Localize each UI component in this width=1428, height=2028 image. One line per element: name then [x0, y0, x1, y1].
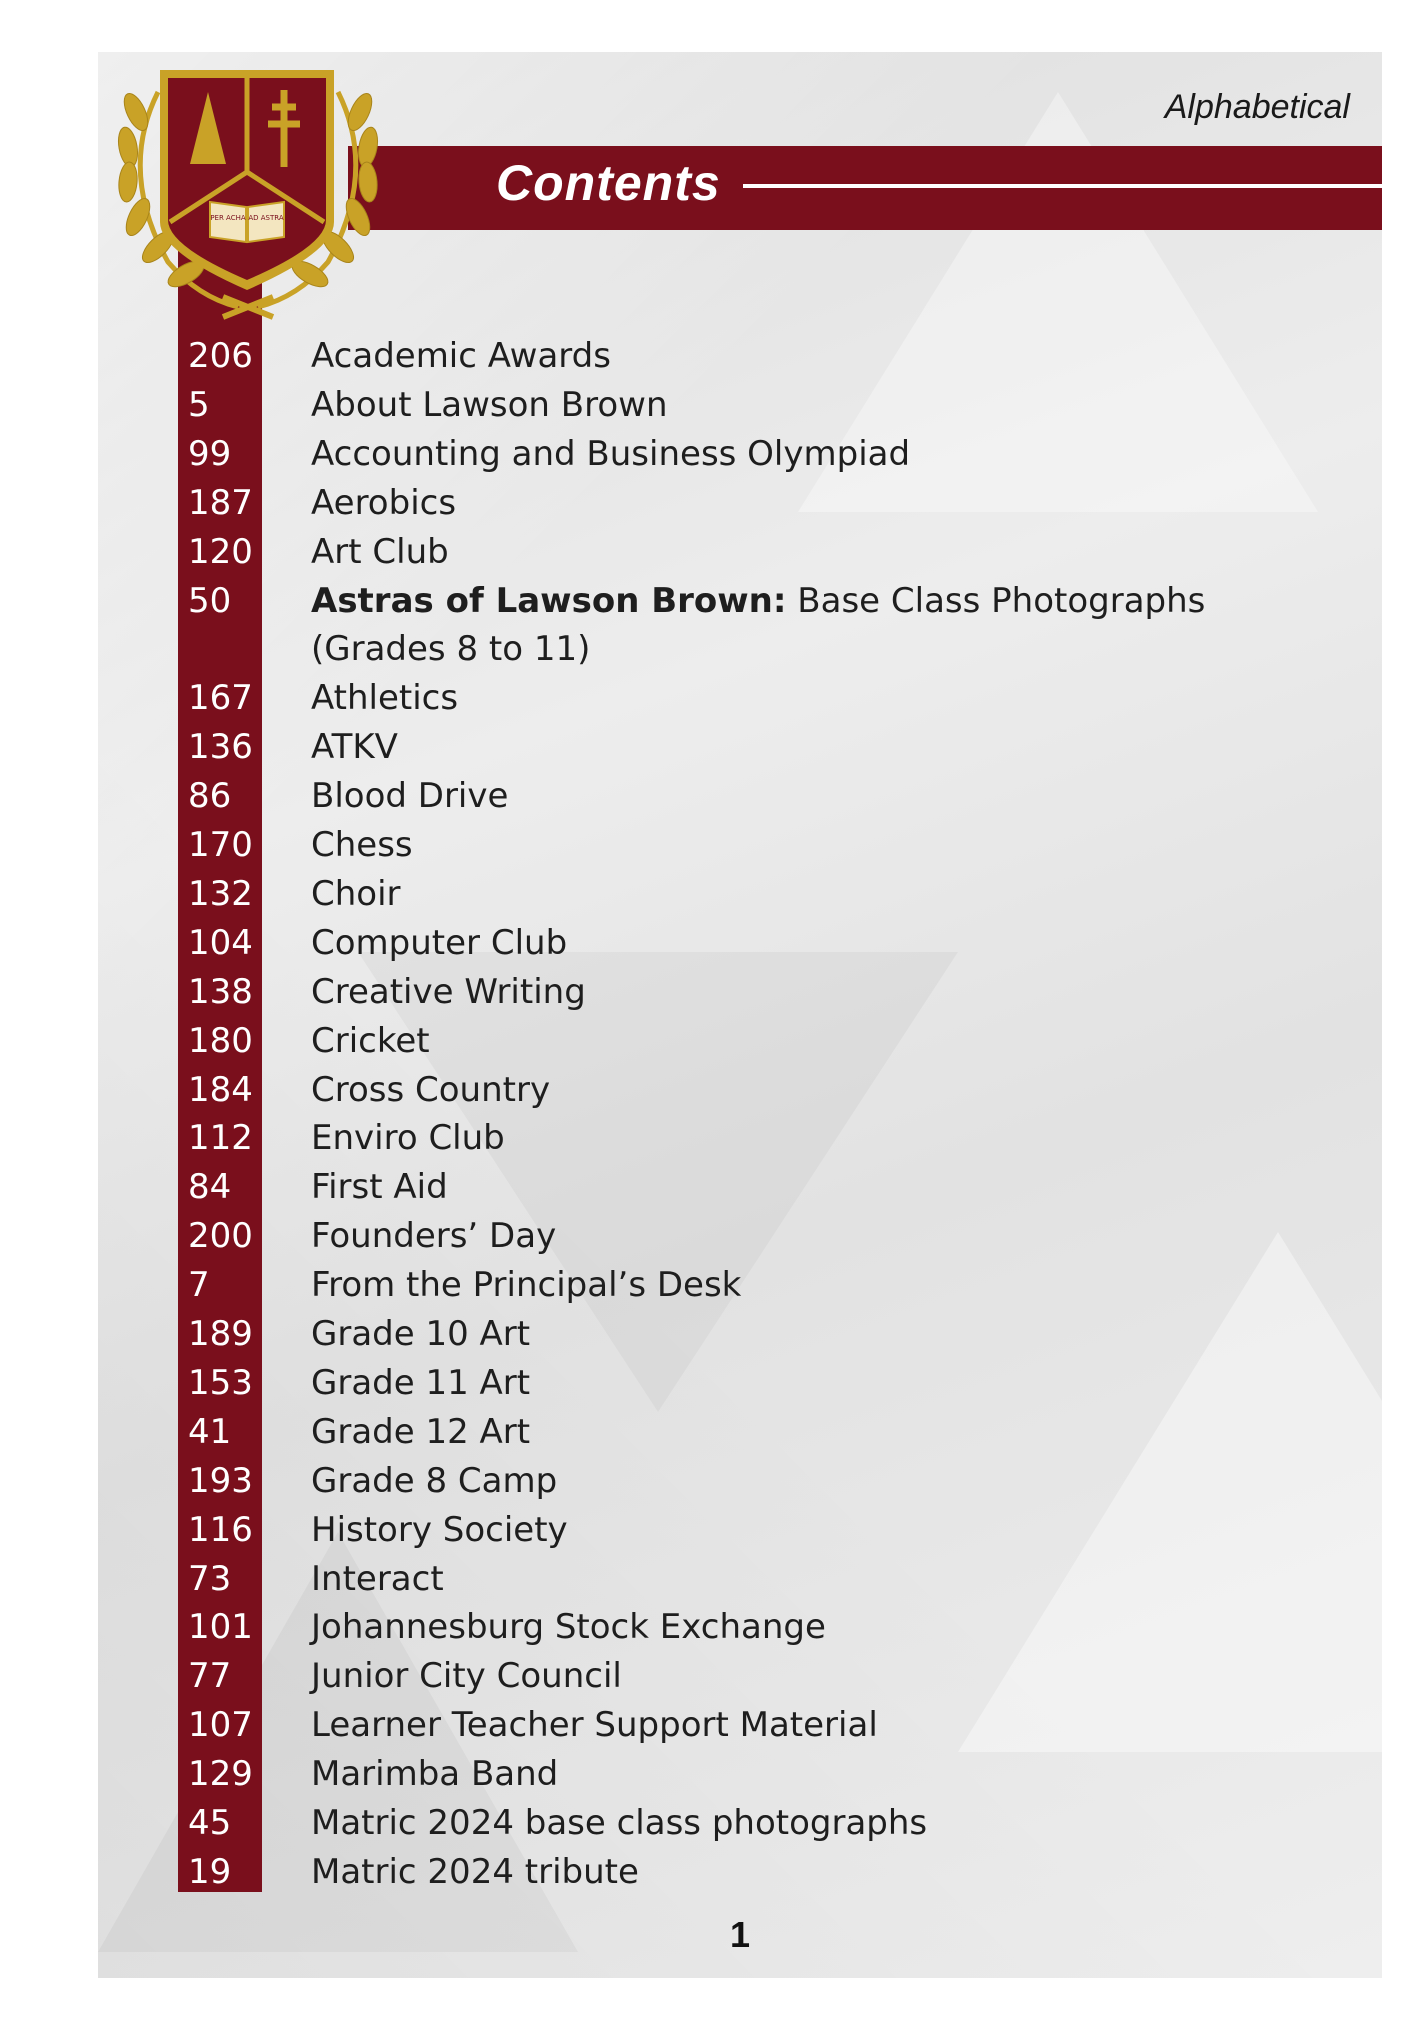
toc-entry-title: Aerobics	[311, 482, 457, 523]
toc-entry-title: Creative Writing	[311, 971, 586, 1012]
toc-entry-title: Chess	[311, 825, 413, 865]
toc-page-number: 187	[188, 482, 253, 523]
toc-page-number: 50	[188, 580, 232, 621]
toc-page-number: 77	[188, 1656, 232, 1697]
toc-page-number: 129	[188, 1754, 253, 1795]
toc-page-number: 132	[188, 873, 253, 914]
toc-page-number: 153	[188, 1362, 253, 1403]
toc-entry[interactable]	[98, 1212, 1382, 1261]
toc-entry[interactable]	[98, 1114, 1382, 1163]
toc-page-number: 120	[188, 531, 253, 572]
toc-entry[interactable]	[98, 479, 1382, 528]
crest-motto-left: PER ACHA	[210, 214, 246, 222]
toc-entry-title: ATKV	[311, 727, 398, 768]
toc-entry-bold-title: Astras of Lawson Brown:	[311, 580, 787, 621]
toc-page-number: 19	[188, 1851, 232, 1892]
banner-divider-line	[743, 184, 1382, 188]
toc-page-number: 84	[188, 1167, 232, 1208]
toc-entry[interactable]	[98, 968, 1382, 1017]
toc-entry[interactable]	[98, 772, 1382, 821]
toc-page-number: 193	[188, 1460, 253, 1501]
toc-entry[interactable]	[98, 1359, 1382, 1408]
toc-entry-title: About Lawson Brown	[311, 384, 668, 425]
open-book-icon	[210, 202, 284, 242]
toc-entry[interactable]	[98, 1603, 1382, 1652]
toc-entry[interactable]	[98, 870, 1382, 919]
toc-entry-title	[311, 577, 1205, 626]
toc-entry[interactable]	[98, 577, 1382, 626]
toc-entry[interactable]	[98, 625, 1382, 674]
toc-page-number: 138	[188, 971, 253, 1012]
toc-page-number: 99	[188, 433, 232, 474]
toc-entry[interactable]	[98, 1652, 1382, 1701]
toc-page-number: 189	[188, 1314, 253, 1354]
toc-entry-title: Grade 8 Camp	[311, 1460, 558, 1501]
toc-page-number: 136	[188, 727, 253, 768]
toc-page-number: 167	[188, 678, 253, 719]
toc-entry-title: (Grades 8 to 11)	[311, 629, 591, 670]
toc-entry[interactable]	[98, 1848, 1382, 1897]
toc-entry[interactable]	[98, 1555, 1382, 1604]
toc-entry-title: First Aid	[311, 1167, 448, 1208]
toc-entry-title: Blood Drive	[311, 776, 509, 817]
toc-entry[interactable]	[98, 1799, 1382, 1848]
toc-entry[interactable]	[98, 821, 1382, 870]
toc-entry[interactable]	[98, 674, 1382, 723]
toc-page-number: 101	[188, 1607, 253, 1648]
toc-page-number: 7	[188, 1265, 210, 1306]
school-crest-logo	[98, 52, 398, 322]
toc-entry-title: Matric 2024 base class photographs	[311, 1803, 928, 1843]
toc-page-number: 184	[188, 1069, 253, 1110]
toc-page-number: 170	[188, 825, 253, 865]
toc-entry-subtitle: Base Class Photographs	[786, 580, 1206, 621]
toc-entry-title: From the Principal’s Desk	[311, 1265, 742, 1306]
contents-page	[98, 52, 1382, 1978]
toc-page-number: 116	[188, 1509, 253, 1550]
toc-entry[interactable]	[98, 1506, 1382, 1555]
toc-entry[interactable]	[98, 528, 1382, 577]
toc-entry[interactable]	[98, 1261, 1382, 1310]
toc-entry-title: Cricket	[311, 1020, 430, 1061]
toc-page-number: 45	[188, 1803, 232, 1843]
toc-page-number: 112	[188, 1118, 253, 1159]
toc-entry[interactable]	[98, 1310, 1382, 1359]
toc-entry-title: Cross Country	[311, 1069, 551, 1110]
toc-entry[interactable]	[98, 1066, 1382, 1115]
page-title: Contents	[496, 155, 721, 211]
toc-entry[interactable]	[98, 381, 1382, 430]
toc-entry-title: Art Club	[311, 531, 449, 572]
toc-entry-title: Academic Awards	[311, 336, 611, 376]
toc-entry-title: Johannesburg Stock Exchange	[311, 1607, 826, 1648]
sort-order-label: Alphabetical	[1164, 88, 1350, 126]
toc-entry-title: Marimba Band	[311, 1754, 559, 1795]
toc-entry[interactable]	[98, 1750, 1382, 1799]
toc-entry-title: Matric 2024 tribute	[311, 1851, 639, 1892]
toc-page-number: 180	[188, 1020, 253, 1061]
toc-entry-title: Athletics	[311, 678, 459, 719]
toc-page-number: 206	[188, 336, 253, 376]
title-banner	[348, 146, 1382, 230]
toc-page-number: 200	[188, 1216, 253, 1257]
toc-page-number: 41	[188, 1411, 232, 1452]
toc-entry[interactable]	[98, 430, 1382, 479]
toc-entry-title: Learner Teacher Support Material	[311, 1705, 878, 1746]
toc-page-number: 73	[188, 1558, 232, 1599]
toc-entry[interactable]	[98, 723, 1382, 772]
toc-entry[interactable]	[98, 1701, 1382, 1750]
toc-page-number: 5	[188, 384, 210, 425]
toc-entry[interactable]	[98, 1163, 1382, 1212]
toc-entry-title: Computer Club	[311, 922, 568, 963]
toc-entry-title: Junior City Council	[311, 1656, 622, 1697]
toc-entry-title: History Society	[311, 1509, 568, 1550]
toc-page-number: 86	[188, 776, 232, 817]
toc-entry-title: Accounting and Business Olympiad	[311, 433, 911, 474]
toc-entry[interactable]	[98, 1457, 1382, 1506]
page-number: 1	[729, 1914, 751, 1955]
toc-page-number: 104	[188, 922, 253, 963]
toc-entry-title: Choir	[311, 873, 401, 914]
toc-entry[interactable]	[98, 919, 1382, 968]
toc-entry-title: Grade 12 Art	[311, 1411, 531, 1452]
toc-entry-title: Founders’ Day	[311, 1216, 557, 1257]
toc-entry[interactable]	[98, 1408, 1382, 1457]
toc-entry-title: Grade 10 Art	[311, 1314, 531, 1354]
toc-page-number: 107	[188, 1705, 253, 1746]
toc-entry[interactable]	[98, 332, 1382, 381]
toc-entry-title: Interact	[311, 1558, 444, 1599]
toc-entry[interactable]	[98, 1017, 1382, 1066]
toc-entry-title: Grade 11 Art	[311, 1362, 531, 1403]
crest-motto-right: AD ASTRA	[248, 214, 284, 222]
toc-entry-title: Enviro Club	[311, 1118, 505, 1159]
